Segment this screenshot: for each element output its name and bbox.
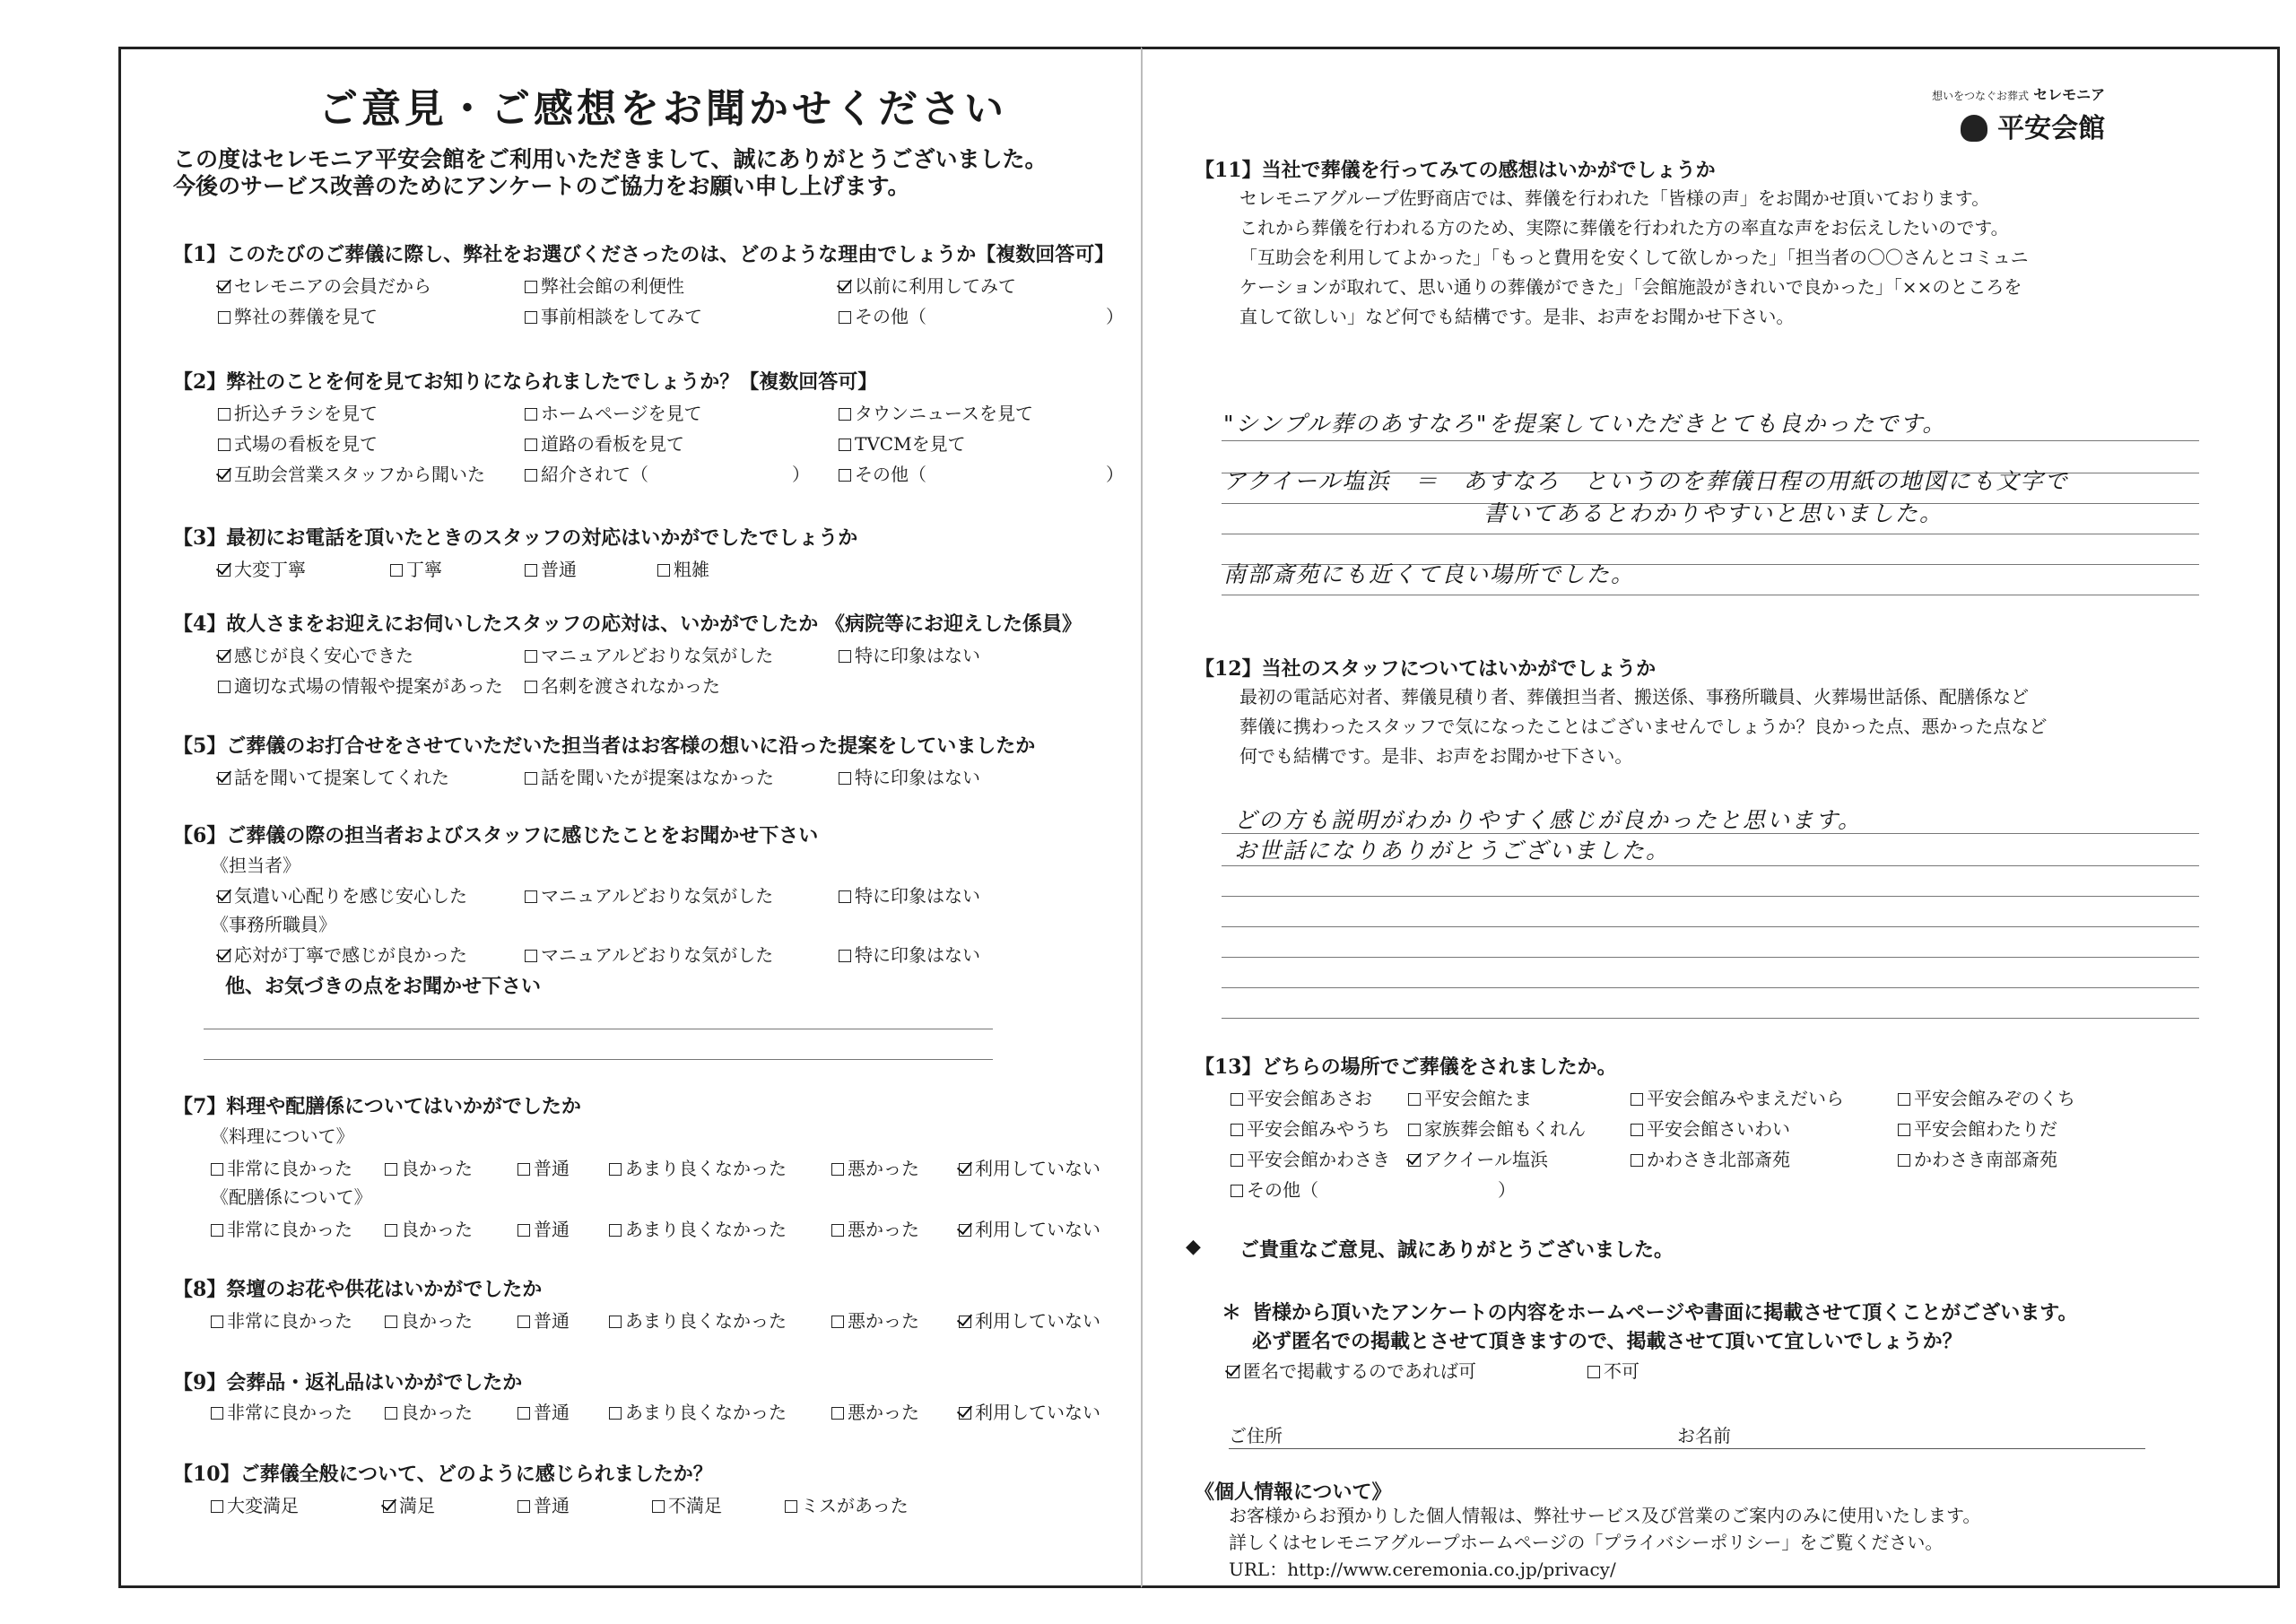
q9-title: 【9】会葬品・返礼品はいかがでしたか	[173, 1371, 523, 1394]
q7-sub-serving: 《配膳係について》	[211, 1186, 372, 1208]
checkbox-label: 普通	[541, 559, 577, 580]
checkbox-label: 紹介されて（ ）	[541, 464, 810, 485]
q11-body	[1239, 184, 2029, 332]
checkbox-label: 平安会館さいわい	[1647, 1118, 1790, 1140]
q13-option[interactable]	[1231, 1176, 1516, 1202]
checkbox[interactable]	[609, 1316, 622, 1328]
checkbox[interactable]	[839, 772, 851, 785]
name-label: お名前	[1677, 1425, 1731, 1446]
checkbox-label: 悪かった	[848, 1310, 919, 1332]
q13-option[interactable]	[1631, 1115, 1790, 1141]
q10-option[interactable]	[383, 1491, 435, 1517]
q4-option[interactable]	[525, 641, 773, 667]
q4-option[interactable]	[839, 641, 980, 667]
checkbox[interactable]	[211, 1163, 223, 1176]
checkbox-label: タウンニュースを見て	[855, 403, 1033, 424]
checked-checkbox[interactable]	[1227, 1366, 1239, 1378]
checkbox[interactable]	[839, 650, 851, 663]
checkbox-label: 互助会営業スタッフから聞いた	[234, 464, 485, 485]
q9-option[interactable]	[609, 1398, 787, 1424]
checkbox-label: 弊社会館の利便性	[541, 275, 684, 297]
q13-option[interactable]	[1631, 1145, 1790, 1171]
q1-option[interactable]	[525, 302, 702, 328]
checkbox-label: 適切な式場の情報や提案があった	[234, 675, 503, 697]
q2-option[interactable]	[218, 460, 485, 486]
name-field[interactable]	[1677, 1448, 2145, 1449]
q4-option[interactable]	[525, 672, 720, 698]
q12-answer-line[interactable]	[1222, 987, 2199, 988]
q6-sub-office: 《事務所職員》	[211, 914, 336, 935]
privacy-line: 詳しくはセレモニアグループホームページの「プライバシーポリシー」をご覧ください。	[1229, 1532, 1944, 1553]
q5-option[interactable]	[525, 763, 774, 789]
checkbox-label: あまり良くなかった	[625, 1310, 787, 1332]
checkbox[interactable]	[1408, 1093, 1421, 1106]
checkbox-label: 悪かった	[848, 1158, 919, 1179]
q5-title: 【5】ご葬儀のお打合せをさせていただいた担当者はお客様の想いに沿った提案をしていましたか	[173, 734, 1036, 758]
q5-option[interactable]	[218, 763, 449, 789]
thanks-marker: ◆	[1186, 1235, 1201, 1258]
checkbox-label: かわさき北部斎苑	[1647, 1149, 1790, 1170]
checkbox-label: その他（ ）	[1247, 1179, 1516, 1201]
q11-handwritten-line: アクイール塩浜 ＝ あすなろ というのを葬儀日程の用紙の地図にも文字で	[1223, 468, 2069, 494]
checkbox[interactable]	[525, 650, 537, 663]
checkbox-label: 平安会館あさお	[1247, 1088, 1372, 1109]
q10-option[interactable]	[517, 1491, 570, 1517]
checkbox-label: 平安会館かわさき	[1247, 1149, 1390, 1170]
q3-option[interactable]	[525, 555, 577, 581]
checkbox-label: かわさき南部斎苑	[1914, 1149, 2057, 1170]
checkbox[interactable]	[1231, 1093, 1243, 1106]
checkbox-label: 特に印象はない	[855, 645, 980, 666]
checkbox-label: 悪かった	[848, 1402, 919, 1423]
q8-option[interactable]	[609, 1307, 787, 1333]
q12-body-line: 葬儀に携わったスタッフで気になったことはございませんでしょうか？良かった点、悪かった点など	[1239, 716, 2048, 737]
logo-name: 平安会館	[1997, 113, 2106, 144]
checkbox-label: 応対が丁寧で感じが良かった	[234, 944, 467, 966]
checkbox-label: 平安会館みやまえだいら	[1647, 1088, 1844, 1109]
checkbox-label: マニュアルどおりな気がした	[541, 944, 774, 966]
checkbox-label: アクイール塩浜	[1424, 1149, 1548, 1170]
checkbox-label: 大変丁寧	[234, 559, 306, 580]
q3-option[interactable]	[390, 555, 442, 581]
q1-option[interactable]	[839, 272, 1016, 298]
checkbox[interactable]	[385, 1163, 397, 1176]
q11-body-line: ケーションが取れて、思い通りの葬儀ができた」「会館施設がきれいで良かった」「××のところを	[1239, 276, 2022, 298]
consent-option[interactable]	[1587, 1357, 1639, 1383]
checkbox-label: 利用していない	[975, 1219, 1100, 1240]
checkbox[interactable]	[839, 890, 851, 903]
checkbox-label: 普通	[534, 1158, 570, 1179]
checkbox[interactable]	[517, 1407, 530, 1420]
checkbox[interactable]	[525, 281, 537, 293]
checkbox[interactable]	[839, 950, 851, 962]
q7-serving-option[interactable]	[609, 1215, 787, 1241]
checkbox[interactable]	[218, 311, 230, 324]
checkbox[interactable]	[385, 1407, 397, 1420]
checkbox-label: 気遣い心配りを感じ安心した	[234, 885, 467, 907]
checkbox[interactable]	[525, 408, 537, 421]
checkbox[interactable]	[525, 469, 537, 482]
q13-option[interactable]	[1408, 1115, 1586, 1141]
checkbox[interactable]	[1631, 1124, 1643, 1136]
q7-serving-option[interactable]	[211, 1215, 352, 1241]
checkbox-label: 話を聞いて提案してくれた	[234, 767, 449, 788]
checkbox[interactable]	[218, 681, 230, 693]
checkbox[interactable]	[839, 439, 851, 451]
q7-food-option[interactable]	[385, 1154, 473, 1180]
consent-option[interactable]	[1227, 1357, 1476, 1383]
checkbox-label: 特に印象はない	[855, 767, 980, 788]
checked-checkbox[interactable]	[218, 890, 230, 903]
checkbox[interactable]	[525, 439, 537, 451]
checkbox-label: セレモニアの会員だから	[234, 275, 431, 297]
checkbox-label: あまり良くなかった	[625, 1219, 787, 1240]
q8-option[interactable]	[517, 1307, 570, 1333]
q11-handwritten-line: 南部斎苑にも近くて良い場所でした。	[1223, 561, 1636, 587]
q12-body-line: 最初の電話応対者、葬儀見積り者、葬儀担当者、搬送係、事務所職員、火葬場世話係、配膳係など	[1239, 686, 2029, 708]
checkbox[interactable]	[609, 1407, 622, 1420]
q6-answer-line[interactable]	[204, 1059, 993, 1060]
checked-checkbox[interactable]	[218, 469, 230, 482]
checkbox[interactable]	[517, 1224, 530, 1237]
q9-option[interactable]	[831, 1398, 919, 1424]
checkbox[interactable]	[525, 311, 537, 324]
q7-food-option[interactable]	[831, 1154, 919, 1180]
checked-checkbox[interactable]	[959, 1224, 971, 1237]
checked-checkbox[interactable]	[959, 1407, 971, 1420]
q6-office-option[interactable]	[525, 941, 773, 967]
checkbox-label: 名刺を渡されなかった	[541, 675, 720, 697]
checkbox[interactable]	[1231, 1154, 1243, 1167]
q2-option[interactable]	[839, 430, 966, 456]
checkbox-label: 満足	[399, 1495, 435, 1516]
q4-option[interactable]	[218, 641, 413, 667]
q11-answer-line[interactable]	[1222, 440, 2199, 441]
checkbox-label: 利用していない	[975, 1158, 1100, 1179]
checkbox[interactable]	[831, 1316, 844, 1328]
privacy-line: お客様からお預かりした個人情報は、弊社サービス及び営業のご案内のみに使用いたします。	[1229, 1505, 1981, 1526]
checkbox[interactable]	[1587, 1366, 1600, 1378]
left-page	[118, 47, 1141, 1588]
checkbox-label: 話を聞いたが提案はなかった	[541, 767, 774, 788]
q2-option[interactable]	[839, 460, 1124, 486]
checkbox-label: 悪かった	[848, 1219, 919, 1240]
checkbox-label: 平安会館みやうち	[1247, 1118, 1390, 1140]
checkbox-label: 普通	[534, 1219, 570, 1240]
q3-option[interactable]	[657, 555, 709, 581]
checkbox-label: 平安会館わたりだ	[1914, 1118, 2057, 1140]
checkbox-label: あまり良くなかった	[625, 1158, 787, 1179]
checkbox[interactable]	[1631, 1154, 1643, 1167]
q7-food-option[interactable]	[609, 1154, 787, 1180]
checked-checkbox[interactable]	[218, 650, 230, 663]
q12-answer-line[interactable]	[1222, 896, 2199, 897]
q13-option[interactable]	[1631, 1084, 1844, 1110]
checkbox[interactable]	[385, 1224, 397, 1237]
q1-option[interactable]	[525, 272, 684, 298]
checkbox-label: ミスがあった	[801, 1495, 909, 1516]
q8-option[interactable]	[831, 1307, 919, 1333]
q10-title: 【10】ご葬儀全般について、どのように感じられましたか？	[173, 1463, 713, 1486]
checkbox[interactable]	[211, 1500, 223, 1513]
q7-food-option[interactable]	[517, 1154, 570, 1180]
q6-staff-option[interactable]	[218, 881, 467, 908]
checkbox-label: あまり良くなかった	[625, 1402, 787, 1423]
notice-line-1: 皆様から頂いたアンケートの内容をホームページや書面に掲載させて頂くことがございます。	[1252, 1301, 2078, 1324]
q2-option[interactable]	[218, 399, 378, 425]
checkbox-label: 以前に利用してみて	[855, 275, 1016, 297]
q1-option[interactable]	[218, 302, 378, 328]
checkbox-label: 非常に良かった	[227, 1402, 352, 1423]
checkbox[interactable]	[1231, 1124, 1243, 1136]
q12-answer-line[interactable]	[1222, 1018, 2199, 1019]
q13-option[interactable]	[1231, 1084, 1372, 1110]
q3-option[interactable]	[218, 555, 306, 581]
q6-other-label: 他、お気づきの点をお聞かせ下さい	[225, 975, 542, 998]
checkbox[interactable]	[211, 1316, 223, 1328]
checkbox[interactable]	[831, 1224, 844, 1237]
privacy-title: 《個人情報について》	[1195, 1481, 1392, 1504]
checkbox-label: 良かった	[401, 1402, 473, 1423]
checkbox-label: 特に印象はない	[855, 885, 980, 907]
notice-line-2: 必ず匿名での掲載とさせて頂きますので、掲載させて頂いて宜しいでしょうか？	[1252, 1330, 1962, 1353]
thanks-text: ご貴重なご意見、誠にありがとうございました。	[1239, 1238, 1674, 1262]
q12-answer-line[interactable]	[1222, 957, 2199, 958]
q11-handwritten-line: "シンプル葬のあすなろ"を提案していただきとても良かったです。	[1223, 411, 1947, 437]
q6-sub-staff: 《担当者》	[211, 855, 300, 876]
checkbox[interactable]	[1231, 1185, 1243, 1197]
q12-handwritten-line: お世話になりありがとうございました。	[1234, 838, 1671, 864]
checked-checkbox[interactable]	[383, 1500, 396, 1513]
q13-title: 【13】どちらの場所でご葬儀をされましたか。	[1195, 1055, 1617, 1079]
q9-option[interactable]	[959, 1398, 1100, 1424]
checkbox[interactable]	[831, 1407, 844, 1420]
checkbox[interactable]	[517, 1500, 530, 1513]
q6-office-option[interactable]	[839, 941, 980, 967]
q13-option[interactable]	[1898, 1115, 2057, 1141]
q2-title: 【2】弊社のことを何を見てお知りになられましたでしょうか？【複数回答可】	[173, 370, 878, 394]
q7-serving-option[interactable]	[517, 1215, 570, 1241]
checkbox-label: TVCMを見て	[855, 433, 966, 455]
q7-food-option[interactable]	[211, 1154, 352, 1180]
checked-checkbox[interactable]	[218, 772, 230, 785]
checkbox-label: 特に印象はない	[855, 944, 980, 966]
checked-checkbox[interactable]	[959, 1163, 971, 1176]
q2-option[interactable]	[525, 460, 810, 486]
checkbox-label: 普通	[534, 1310, 570, 1332]
checkbox[interactable]	[1631, 1093, 1643, 1106]
q9-option[interactable]	[517, 1398, 570, 1424]
checkbox-label: 平安会館みぞのくち	[1914, 1088, 2075, 1109]
checkbox-label: 普通	[534, 1402, 570, 1423]
checkbox[interactable]	[525, 564, 537, 577]
q10-option[interactable]	[652, 1491, 722, 1517]
checkbox-label: 不可	[1604, 1360, 1639, 1382]
q8-title: 【8】祭壇のお花や供花はいかがでしたか	[173, 1278, 543, 1301]
checkbox-label: 弊社の葬儀を見て	[234, 306, 378, 327]
checkbox[interactable]	[1898, 1154, 1910, 1167]
q8-option[interactable]	[211, 1307, 352, 1333]
checkbox[interactable]	[525, 772, 537, 785]
checkbox[interactable]	[218, 408, 230, 421]
checked-checkbox[interactable]	[218, 281, 230, 293]
checkbox[interactable]	[609, 1163, 622, 1176]
checkbox-label: 良かった	[401, 1310, 473, 1332]
checkbox[interactable]	[390, 564, 403, 577]
checkbox-label: 式場の看板を見て	[234, 433, 378, 455]
q10-option[interactable]	[785, 1491, 909, 1517]
checkbox-label: 折込チラシを見て	[234, 403, 378, 424]
address-field[interactable]	[1229, 1448, 1695, 1449]
intro-line-2: 今後のサービス改善のためにアンケートのご協力をお願い申し上げます。	[173, 173, 910, 199]
checkbox[interactable]	[839, 408, 851, 421]
notice-marker: ＊	[1222, 1301, 1242, 1324]
q13-option[interactable]	[1408, 1084, 1532, 1110]
q12-answer-line[interactable]	[1222, 926, 2199, 927]
q7-food-option[interactable]	[959, 1154, 1100, 1180]
checkbox[interactable]	[525, 890, 537, 903]
checkbox[interactable]	[211, 1224, 223, 1237]
checkbox-label: 感じが良く安心できた	[234, 645, 413, 666]
checkbox-label: 事前相談をしてみて	[541, 306, 702, 327]
q7-serving-option[interactable]	[385, 1215, 473, 1241]
checkbox-label: その他（ ）	[855, 306, 1124, 327]
checkbox-label: 平安会館たま	[1424, 1088, 1532, 1109]
checkbox-label: マニュアルどおりな気がした	[541, 645, 774, 666]
q5-option[interactable]	[839, 763, 980, 789]
checkbox[interactable]	[525, 681, 537, 693]
checkbox[interactable]	[1408, 1124, 1421, 1136]
q3-title: 【3】最初にお電話を頂いたときのスタッフの対応はいかがでしたでしょうか	[173, 526, 858, 550]
q2-option[interactable]	[525, 399, 702, 425]
checkbox-label: 良かった	[401, 1219, 473, 1240]
q8-option[interactable]	[385, 1307, 473, 1333]
q12-body	[1239, 682, 2047, 771]
checkbox[interactable]	[839, 311, 851, 324]
page-title: ご意見・ご感想をお聞かせください	[318, 86, 1007, 132]
q13-option[interactable]	[1898, 1145, 2057, 1171]
right-page	[1141, 47, 2280, 1588]
q2-option[interactable]	[218, 430, 378, 456]
q11-body-line: 直して欲しい」など何でも結構です。是非、お声をお聞かせ下さい。	[1239, 306, 1795, 327]
q11-body-line: 「互助会を利用してよかった」「もっと費用を安くして欲しかった」「担当者の〇〇さんとコミュニ	[1239, 247, 2029, 268]
q7-sub-food: 《料理について》	[211, 1125, 354, 1147]
q4-title: 【4】故人さまをお迎えにお伺いしたスタッフの応対は、いかがでしたか 《病院等にお迎えした係員》	[173, 612, 1082, 636]
checkbox-label: 非常に良かった	[227, 1219, 352, 1240]
checkbox-label: 良かった	[401, 1158, 473, 1179]
q6-title: 【6】ご葬儀の際の担当者およびスタッフに感じたことをお聞かせ下さい	[173, 824, 819, 847]
checked-checkbox[interactable]	[218, 950, 230, 962]
checkbox-label: 非常に良かった	[227, 1158, 352, 1179]
q12-body-line: 何でも結構です。是非、お声をお聞かせ下さい。	[1239, 745, 1633, 767]
q2-option[interactable]	[525, 430, 684, 456]
q1-option[interactable]	[839, 302, 1124, 328]
q2-option[interactable]	[839, 399, 1033, 425]
q6-staff-option[interactable]	[839, 881, 980, 908]
checkbox[interactable]	[652, 1500, 665, 1513]
checkbox-label: 丁寧	[406, 559, 442, 580]
checkbox[interactable]	[1898, 1093, 1910, 1106]
privacy-url[interactable]: URL：http://www.ceremonia.co.jp/privacy/	[1229, 1559, 1616, 1580]
q9-option[interactable]	[385, 1398, 473, 1424]
checkbox-label: その他（ ）	[855, 464, 1124, 485]
checkbox-label: 大変満足	[227, 1495, 299, 1516]
q6-office-option[interactable]	[218, 941, 467, 967]
checkbox[interactable]	[517, 1163, 530, 1176]
checked-checkbox[interactable]	[1408, 1154, 1421, 1167]
q11-body-line: セレモニアグループ佐野商店では、葬儀を行われた「皆様の声」をお聞かせ頂いております。	[1239, 187, 1990, 209]
checkbox[interactable]	[609, 1224, 622, 1237]
checkbox-label: ホームページを見て	[541, 403, 702, 424]
q4-option[interactable]	[218, 672, 503, 698]
checkbox-label: 匿名で掲載するのであれば可	[1243, 1360, 1476, 1382]
logo	[1932, 83, 2105, 145]
checkbox-label: 粗雑	[674, 559, 709, 580]
checked-checkbox[interactable]	[839, 281, 851, 293]
q12-title: 【12】当社のスタッフについてはいかがでしょうか	[1195, 657, 1657, 681]
logo-brand: セレモニア	[2033, 86, 2106, 103]
checkbox-label: 非常に良かった	[227, 1310, 352, 1332]
q7-serving-option[interactable]	[831, 1215, 919, 1241]
checkbox-label: 普通	[534, 1495, 570, 1516]
intro-line-1: この度はセレモニア平安会館をご利用いただきまして、誠にありがとうございました。	[173, 146, 1048, 172]
logo-mark-icon	[1961, 115, 1987, 142]
q13-option[interactable]	[1231, 1145, 1390, 1171]
checkbox[interactable]	[831, 1163, 844, 1176]
checkbox-label: 道路の看板を見て	[541, 433, 684, 455]
q1-option[interactable]	[218, 272, 431, 298]
logo-tagline: 想いをつなぐお葬式	[1932, 90, 2030, 102]
q11-handwritten-line: 書いてあるとわかりやすいと思いました。	[1483, 500, 1944, 526]
checkbox[interactable]	[1898, 1124, 1910, 1136]
q13-option[interactable]	[1408, 1145, 1548, 1171]
q10-option[interactable]	[211, 1491, 299, 1517]
checkbox-label: 利用していない	[975, 1402, 1100, 1423]
checkbox-label: 利用していない	[975, 1310, 1100, 1332]
checkbox-label: マニュアルどおりな気がした	[541, 885, 774, 907]
q7-title: 【7】料理や配膳係についてはいかがでしたか	[173, 1095, 581, 1118]
checkbox[interactable]	[657, 564, 670, 577]
q11-body-line: これから葬儀を行われる方のため、実際に葬儀を行われた方の率直な声をお伝えしたいのです。	[1239, 217, 2009, 239]
q13-option[interactable]	[1898, 1084, 2075, 1110]
checkbox-label: 不満足	[668, 1495, 722, 1516]
checkbox[interactable]	[839, 469, 851, 482]
privacy-body	[1229, 1502, 1980, 1583]
checkbox[interactable]	[525, 950, 537, 962]
checkbox[interactable]	[517, 1316, 530, 1328]
checkbox[interactable]	[385, 1316, 397, 1328]
checked-checkbox[interactable]	[959, 1316, 971, 1328]
checkbox-label: 家族葬会館もくれん	[1424, 1118, 1586, 1140]
q12-answer-line[interactable]	[1222, 865, 2199, 866]
q13-option[interactable]	[1231, 1115, 1390, 1141]
checkbox[interactable]	[785, 1500, 797, 1513]
q11-title: 【11】当社で葬儀を行ってみての感想はいかがでしょうか	[1195, 159, 1716, 182]
address-label: ご住所	[1229, 1425, 1283, 1446]
q9-option[interactable]	[211, 1398, 352, 1424]
q6-staff-option[interactable]	[525, 881, 773, 908]
q12-handwritten-line: どの方も説明がわかりやすく感じが良かったと思います。	[1234, 807, 1863, 833]
q8-option[interactable]	[959, 1307, 1100, 1333]
checked-checkbox[interactable]	[218, 564, 230, 577]
checkbox[interactable]	[211, 1407, 223, 1420]
q1-title: 【1】このたびのご葬儀に際し、弊社をお選びくださったのは、どのような理由でしょうか【複数回答可】	[173, 243, 1115, 266]
q7-serving-option[interactable]	[959, 1215, 1100, 1241]
checkbox[interactable]	[218, 439, 230, 451]
